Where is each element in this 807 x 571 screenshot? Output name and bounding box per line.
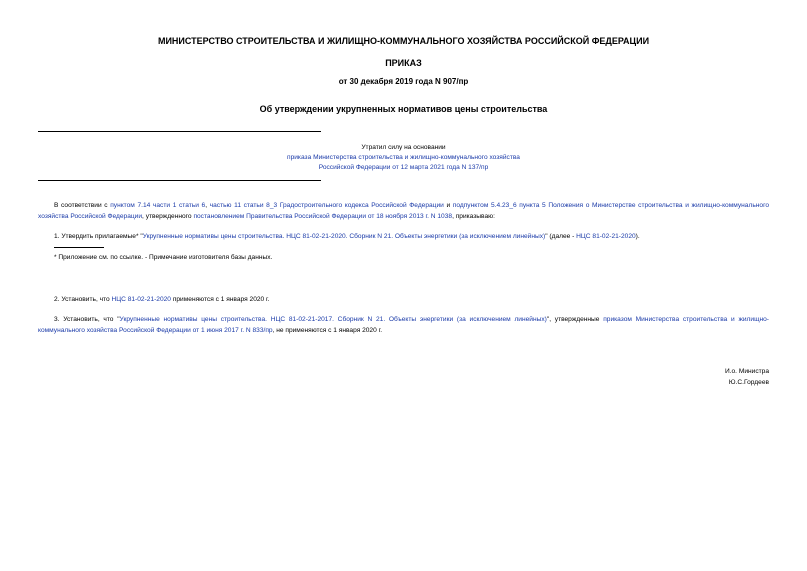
lost-force-link-line2[interactable]: Российской Федерации от 12 марта 2021 года N 137/пр <box>318 164 489 171</box>
lost-force-note: Утратил силу на основании <box>361 144 446 151</box>
link-article-6[interactable]: пунктом 7.14 части 1 статьи 6 <box>110 202 206 209</box>
link-ministry-regulation[interactable]: подпунктом 5.4.23_6 пункта 5 Положения о Министерстве строительства и жилищно-коммунального хозяйства Российской Федерации <box>38 202 769 220</box>
link-article-8-3[interactable]: частью 11 статьи 8_3 Градостроительного кодекса Российской Федерации <box>209 202 444 209</box>
link-ncs-2020-title[interactable]: Укрупненные нормативы цены строительства. НЦС 81-02-21-2020. Сборник N 21. Объекты энергетики (за исключением линейных) <box>142 233 546 240</box>
document-type: ПРИКАЗ <box>385 58 422 68</box>
link-government-decree[interactable]: постановлением Правительства Российской Федерации от 18 ноября 2013 г. N 1038 <box>193 212 453 220</box>
divider-bottom <box>38 180 321 181</box>
document-date-number: от 30 декабря 2019 года N 907/пр <box>338 77 469 86</box>
item-3-paragraph: 3. Установить, что "Укрупненные нормативы цены строительства. НЦС 81-02-21-2017. Сборник N 21. Объекты энергетики (за исключением линейных)", утвержденные приказом Министерства строительства и жилищно-коммунального хозяйства Российской Федерации от 1 июня 2017 г. N 833/пр, не применяются с 1 января 2020 г. <box>38 316 769 334</box>
footnote: * Приложение см. по ссылке. - Примечание изготовителя базы данных. <box>54 254 273 261</box>
link-ncs-2020-code[interactable]: НЦС 81-02-21-2020 <box>576 233 636 240</box>
signatory-position: И.о. Министра <box>724 368 769 375</box>
link-ncs-2017-title[interactable]: Укрупненные нормативы цены строительства. НЦС 81-02-21-2017. Сборник N 21. Объекты энергетики (за исключением линейных) <box>119 316 547 323</box>
document-title: Об утверждении укрупненных нормативов цены строительства <box>259 104 548 114</box>
signatory-name: Ю.С.Гордеев <box>728 379 769 386</box>
link-ncs-2020-item2[interactable]: НЦС 81-02-21-2020 <box>111 296 171 303</box>
ministry-heading: МИНИСТЕРСТВО СТРОИТЕЛЬСТВА И ЖИЛИЩНО-КОММУНАЛЬНОГО ХОЗЯЙСТВА РОССИЙСКОЙ ФЕДЕРАЦИИ <box>157 36 650 46</box>
lost-force-link-line1[interactable]: приказа Министерства строительства и жилищно-коммунального хозяйства <box>287 154 520 161</box>
link-order-833[interactable]: приказом Министерства строительства и жилищно-коммунального хозяйства Российской Федерации от 1 июня 2017 г. N 833/пр <box>38 316 769 334</box>
item-1-paragraph: 1. Утвердить прилагаемые* "Укрупненные нормативы цены строительства. НЦС 81-02-21-2020. Сборник N 21. Объекты энергетики (за исключением линейных)" (далее - НЦС 81-02-21-2020). <box>54 233 640 240</box>
divider-top <box>38 131 321 132</box>
item-2-paragraph: 2. Установить, что НЦС 81-02-21-2020 применяются с 1 января 2020 г. <box>54 296 270 303</box>
footnote-divider <box>54 247 104 248</box>
intro-paragraph: В соответствии с пунктом 7.14 части 1 статьи 6, частью 11 статьи 8_3 Градостроительного кодекса Российской Федерации и подпунктом 5.4.23_6 пункта 5 Положения о Министерстве строительства и жилищно-коммунального хозяйства Российской Федерации, утвержденного постановлением Правительства Российской Федерации от 18 ноября 2013 г. N 1038, приказываю: <box>38 202 769 220</box>
